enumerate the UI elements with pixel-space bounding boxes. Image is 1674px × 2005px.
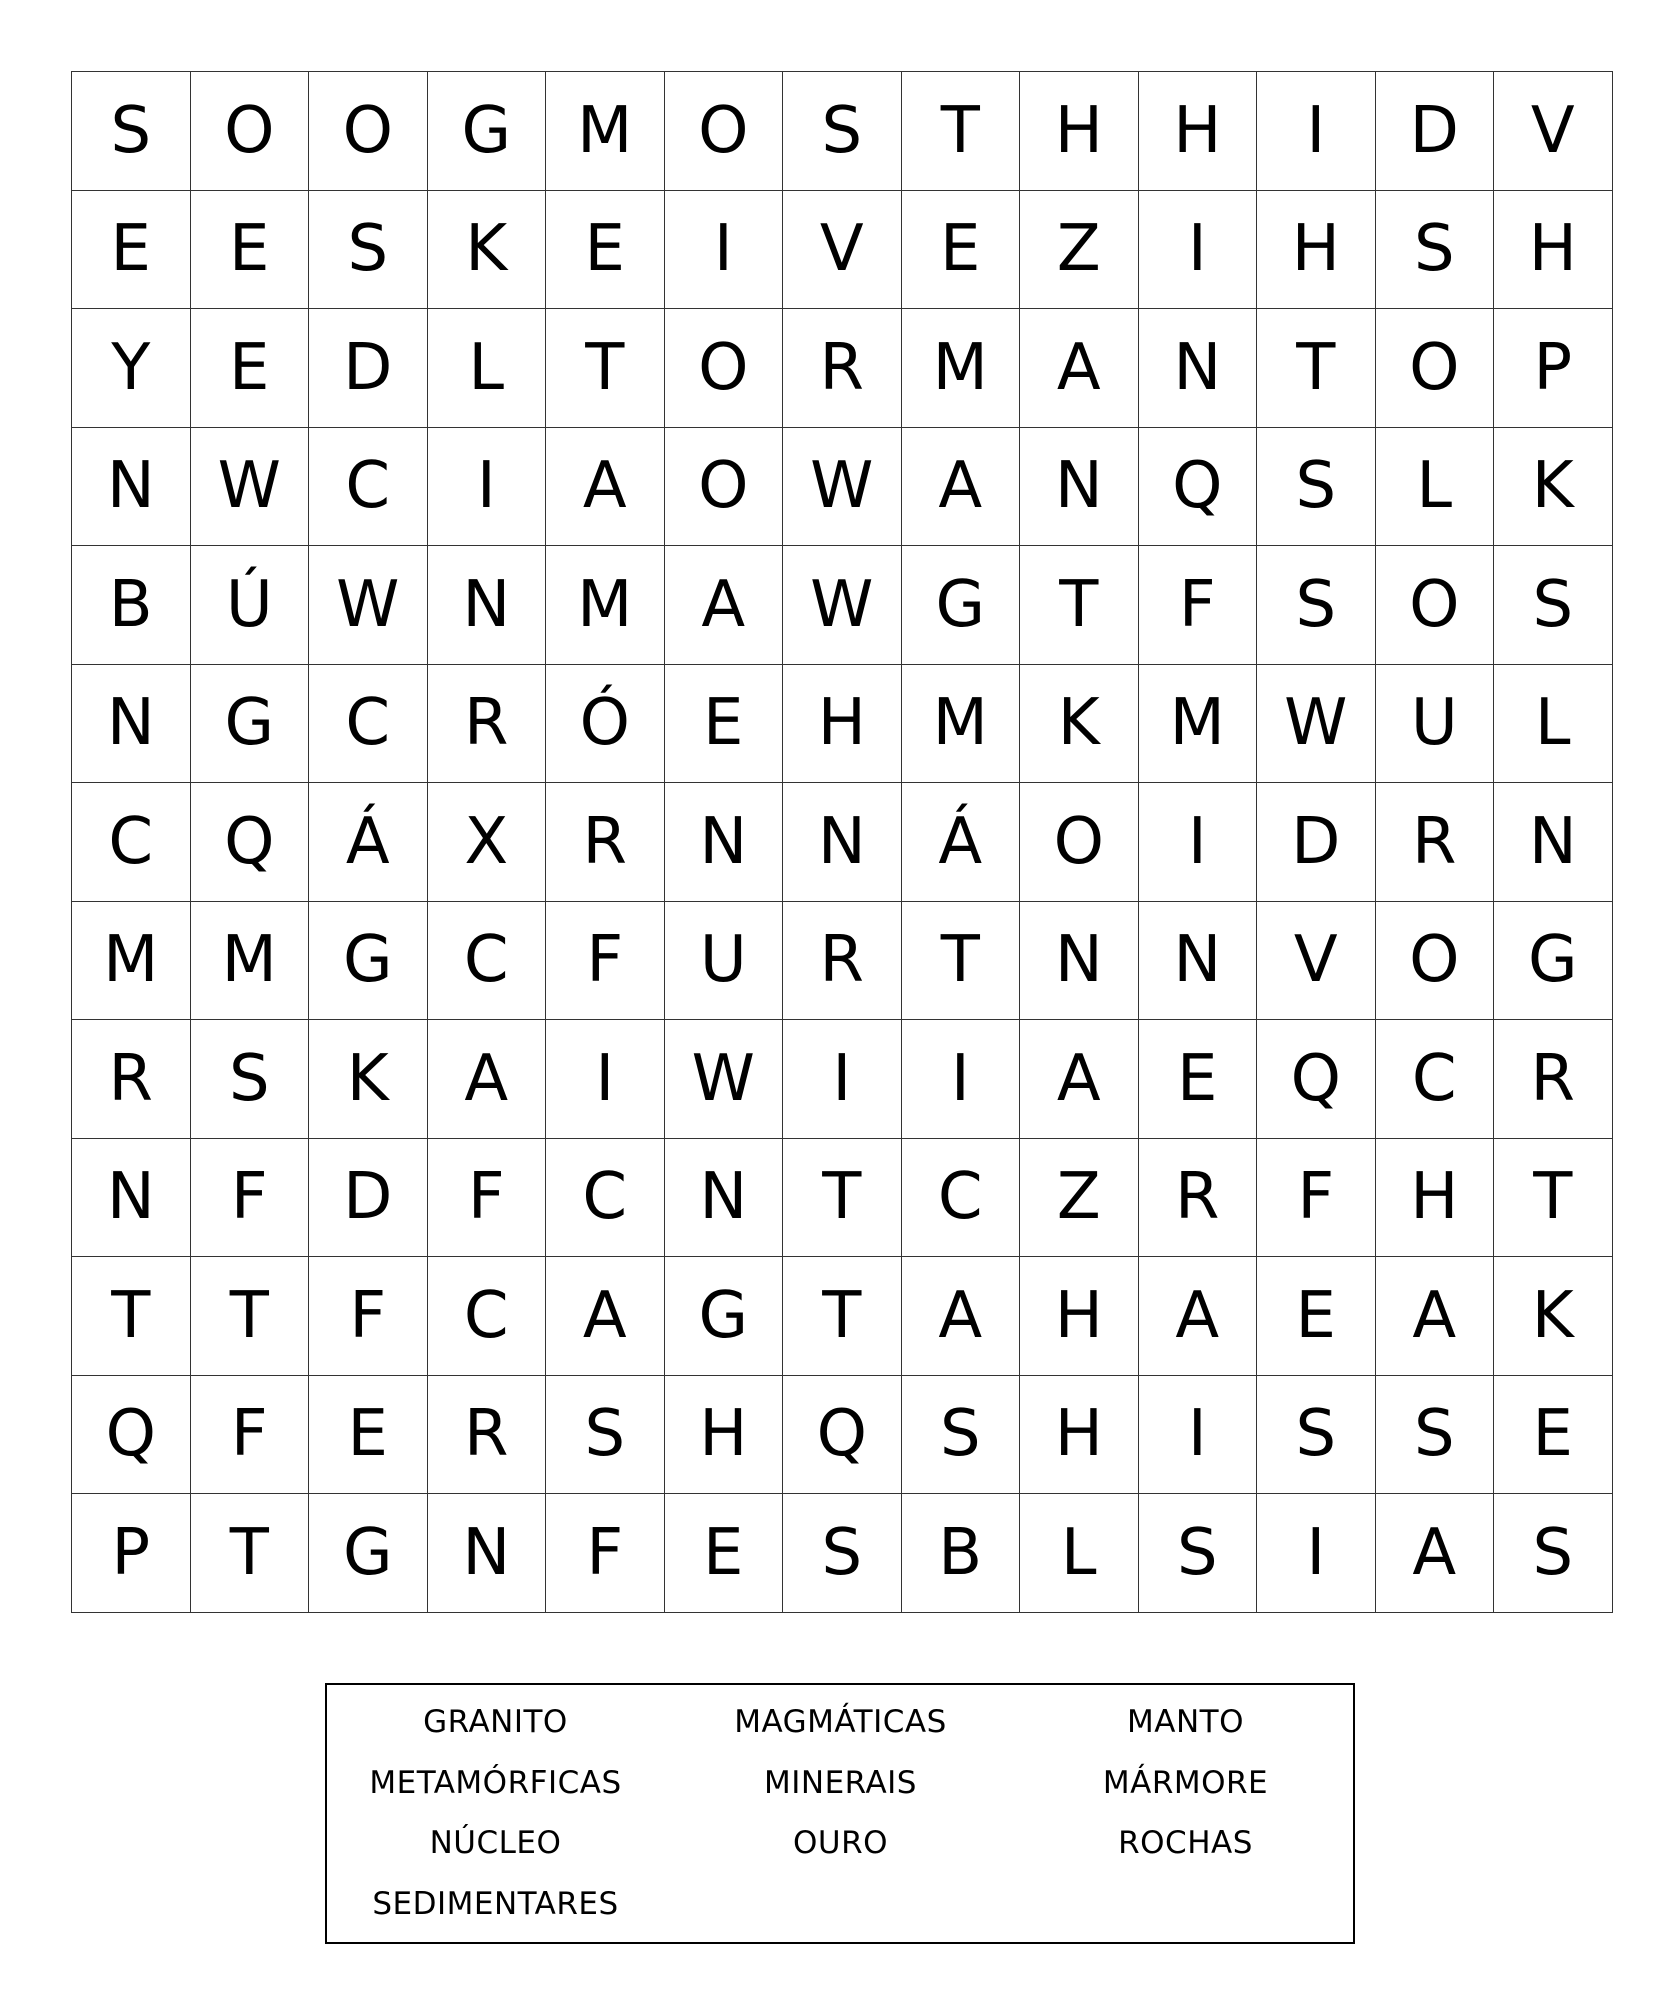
grid-cell[interactable]: T — [902, 902, 1021, 1021]
grid-cell[interactable]: O — [191, 72, 310, 191]
grid-cell[interactable]: E — [1139, 1020, 1258, 1139]
grid-cell[interactable]: B — [72, 546, 191, 665]
word-list — [323, 1699, 1349, 1941]
grid-cell[interactable]: C — [546, 1139, 665, 1258]
grid-cell[interactable]: I — [1139, 783, 1258, 902]
grid-cell[interactable]: H — [1376, 1139, 1495, 1258]
grid-cell[interactable]: I — [665, 191, 784, 310]
word-list-item: MINERAIS — [764, 1764, 917, 1801]
grid-cell[interactable]: W — [191, 428, 310, 547]
grid-cell[interactable]: S — [783, 1494, 902, 1613]
grid-cell[interactable]: A — [902, 1257, 1021, 1376]
grid-cell[interactable]: O — [665, 309, 784, 428]
grid-cell[interactable]: C — [1376, 1020, 1495, 1139]
grid-cell[interactable]: N — [1020, 902, 1139, 1021]
grid-cell[interactable]: I — [1257, 72, 1376, 191]
grid-cell[interactable]: E — [546, 191, 665, 310]
grid-cell[interactable]: H — [1020, 72, 1139, 191]
grid-cell[interactable]: P — [72, 1494, 191, 1613]
grid-cell[interactable]: T — [783, 1139, 902, 1258]
grid-cell[interactable]: O — [1020, 783, 1139, 902]
grid-cell[interactable]: E — [1494, 1376, 1613, 1495]
grid-cell[interactable]: I — [1257, 1494, 1376, 1613]
grid-cell[interactable]: N — [665, 783, 784, 902]
grid-cell[interactable]: G — [191, 665, 310, 784]
grid-cell[interactable]: G — [1494, 902, 1613, 1021]
grid-cell[interactable]: Ú — [191, 546, 310, 665]
grid-cell[interactable]: N — [72, 1139, 191, 1258]
grid-cell[interactable]: K — [428, 191, 547, 310]
grid-cell[interactable]: I — [1139, 191, 1258, 310]
grid-cell[interactable]: I — [902, 1020, 1021, 1139]
grid-cell[interactable]: C — [428, 902, 547, 1021]
grid-cell[interactable]: T — [1020, 546, 1139, 665]
grid-cell[interactable]: Y — [72, 309, 191, 428]
grid-cell[interactable]: I — [783, 1020, 902, 1139]
grid-cell[interactable]: H — [1494, 191, 1613, 310]
grid-cell[interactable]: S — [1257, 1376, 1376, 1495]
grid-cell[interactable]: A — [1139, 1257, 1258, 1376]
grid-cell[interactable]: S — [783, 72, 902, 191]
grid-cell[interactable]: H — [665, 1376, 784, 1495]
grid-cell[interactable]: U — [1376, 665, 1495, 784]
grid-cell[interactable]: M — [191, 902, 310, 1021]
grid-cell[interactable]: T — [191, 1257, 310, 1376]
grid-cell[interactable]: N — [72, 665, 191, 784]
word-list-box — [325, 1683, 1355, 1944]
word-list-item: OURO — [792, 1825, 889, 1861]
grid-cell[interactable]: W — [1257, 665, 1376, 784]
grid-cell[interactable]: M — [546, 546, 665, 665]
grid-cell[interactable]: E — [72, 191, 191, 310]
word-list-item: GRANITO — [423, 1704, 568, 1740]
grid-cell[interactable]: M — [72, 902, 191, 1021]
grid-cell[interactable]: V — [1257, 902, 1376, 1021]
grid-cell[interactable]: K — [309, 1020, 428, 1139]
grid-cell[interactable]: O — [665, 428, 784, 547]
grid-cell[interactable]: G — [309, 902, 428, 1021]
grid-cell[interactable]: H — [1020, 1257, 1139, 1376]
grid-cell[interactable]: R — [1139, 1139, 1258, 1258]
grid-cell[interactable]: D — [309, 309, 428, 428]
letter-grid — [71, 71, 1613, 1613]
grid-cell[interactable]: Q — [191, 783, 310, 902]
grid-cell[interactable]: U — [665, 902, 784, 1021]
grid-cell[interactable]: Z — [1020, 1139, 1139, 1258]
grid-cell[interactable]: K — [1020, 665, 1139, 784]
grid-cell[interactable]: R — [428, 665, 547, 784]
grid-cell[interactable]: D — [1257, 783, 1376, 902]
grid-cell[interactable]: Á — [309, 783, 428, 902]
grid-cell[interactable]: T — [783, 1257, 902, 1376]
grid-cell[interactable]: O — [309, 72, 428, 191]
grid-cell[interactable]: I — [428, 428, 547, 547]
grid-cell[interactable]: W — [783, 428, 902, 547]
grid-cell[interactable]: C — [428, 1257, 547, 1376]
grid-cell[interactable]: S — [1376, 1376, 1495, 1495]
grid-cell[interactable]: Q — [72, 1376, 191, 1495]
grid-cell[interactable]: Q — [1257, 1020, 1376, 1139]
grid-cell[interactable]: W — [783, 546, 902, 665]
grid-cell[interactable]: Q — [1139, 428, 1258, 547]
grid-cell[interactable]: R — [72, 1020, 191, 1139]
word-list-item: MÁRMORE — [1102, 1764, 1269, 1801]
grid-cell[interactable]: T — [72, 1257, 191, 1376]
grid-cell[interactable]: G — [309, 1494, 428, 1613]
grid-cell[interactable]: T — [191, 1494, 310, 1613]
grid-cell[interactable]: A — [428, 1020, 547, 1139]
grid-cell[interactable]: K — [1494, 1257, 1613, 1376]
grid-cell[interactable]: M — [1139, 665, 1258, 784]
grid-cell[interactable]: V — [1494, 72, 1613, 191]
grid-cell[interactable]: C — [309, 428, 428, 547]
grid-cell[interactable]: B — [902, 1494, 1021, 1613]
grid-cell[interactable]: A — [1020, 309, 1139, 428]
grid-cell[interactable]: R — [1376, 783, 1495, 902]
grid-cell[interactable]: M — [902, 309, 1021, 428]
grid-cell[interactable]: A — [546, 1257, 665, 1376]
grid-cell[interactable]: H — [1020, 1376, 1139, 1495]
grid-cell[interactable]: C — [72, 783, 191, 902]
grid-cell[interactable]: M — [546, 72, 665, 191]
grid-cell[interactable]: A — [546, 428, 665, 547]
grid-cell[interactable]: S — [1376, 191, 1495, 310]
grid-cell[interactable]: R — [1494, 1020, 1613, 1139]
grid-cell[interactable]: S — [1494, 1494, 1613, 1613]
word-list-item: MAGMÁTICAS — [734, 1704, 947, 1740]
grid-cell[interactable]: O — [1376, 546, 1495, 665]
grid-cell[interactable]: Q — [783, 1376, 902, 1495]
grid-cell[interactable]: N — [72, 428, 191, 547]
grid-cell[interactable]: R — [546, 783, 665, 902]
grid-cell[interactable]: F — [191, 1376, 310, 1495]
grid-cell[interactable]: L — [1494, 665, 1613, 784]
grid-cell[interactable]: N — [428, 1494, 547, 1613]
grid-cell[interactable]: N — [1020, 428, 1139, 547]
grid-cell[interactable]: O — [1376, 902, 1495, 1021]
grid-cell[interactable]: R — [428, 1376, 547, 1495]
grid-cell[interactable]: M — [902, 665, 1021, 784]
grid-cell[interactable]: S — [1257, 428, 1376, 547]
grid-cell[interactable]: T — [902, 72, 1021, 191]
grid-cell[interactable]: H — [783, 665, 902, 784]
grid-cell[interactable]: S — [1494, 546, 1613, 665]
grid-cell[interactable]: F — [428, 1139, 547, 1258]
grid-cell[interactable]: A — [665, 546, 784, 665]
grid-cell[interactable]: N — [665, 1139, 784, 1258]
grid-cell[interactable]: S — [902, 1376, 1021, 1495]
grid-cell[interactable]: N — [428, 546, 547, 665]
grid-cell[interactable]: F — [546, 902, 665, 1021]
grid-cell[interactable]: E — [665, 665, 784, 784]
grid-cell[interactable]: D — [309, 1139, 428, 1258]
grid-cell[interactable]: F — [309, 1257, 428, 1376]
grid-cell[interactable]: I — [546, 1020, 665, 1139]
grid-cell[interactable]: E — [309, 1376, 428, 1495]
grid-cell[interactable]: D — [1376, 72, 1495, 191]
grid-cell[interactable]: T — [1257, 309, 1376, 428]
grid-cell[interactable]: P — [1494, 309, 1613, 428]
grid-cell[interactable]: Ó — [546, 665, 665, 784]
grid-cell[interactable]: L — [1376, 428, 1495, 547]
grid-cell[interactable]: E — [191, 309, 310, 428]
grid-cell[interactable]: W — [309, 546, 428, 665]
grid-cell[interactable]: R — [783, 309, 902, 428]
grid-cell[interactable]: S — [1257, 546, 1376, 665]
grid-cell[interactable]: S — [1139, 1494, 1258, 1613]
grid-cell[interactable]: K — [1494, 428, 1613, 547]
grid-cell[interactable]: E — [191, 191, 310, 310]
grid-cell[interactable]: A — [1376, 1494, 1495, 1613]
grid-cell[interactable]: Z — [1020, 191, 1139, 310]
grid-cell[interactable]: C — [902, 1139, 1021, 1258]
grid-cell[interactable]: F — [1139, 546, 1258, 665]
grid-cell[interactable]: E — [665, 1494, 784, 1613]
word-list-item: MANTO — [1127, 1704, 1244, 1740]
grid-cell[interactable]: X — [428, 783, 547, 902]
grid-cell[interactable]: O — [665, 72, 784, 191]
grid-cell[interactable]: S — [72, 72, 191, 191]
grid-cell[interactable]: H — [1139, 72, 1258, 191]
grid-cell[interactable]: R — [783, 902, 902, 1021]
grid-cell[interactable]: G — [665, 1257, 784, 1376]
grid-cell[interactable]: E — [1257, 1257, 1376, 1376]
grid-cell[interactable]: G — [428, 72, 547, 191]
grid-cell[interactable]: T — [546, 309, 665, 428]
grid-cell[interactable]: F — [1257, 1139, 1376, 1258]
grid-cell[interactable]: N — [1139, 902, 1258, 1021]
grid-cell[interactable]: S — [191, 1020, 310, 1139]
word-list-item: SEDIMENTARES — [372, 1885, 619, 1922]
grid-cell[interactable]: T — [1494, 1139, 1613, 1258]
grid-cell[interactable]: O — [1376, 309, 1495, 428]
grid-cell[interactable]: A — [1376, 1257, 1495, 1376]
grid-cell[interactable]: F — [191, 1139, 310, 1258]
grid-cell[interactable]: L — [1020, 1494, 1139, 1613]
grid-cell[interactable]: W — [665, 1020, 784, 1139]
grid-cell[interactable]: F — [546, 1494, 665, 1613]
grid-cell[interactable]: G — [902, 546, 1021, 665]
grid-cell[interactable]: C — [309, 665, 428, 784]
grid-cell[interactable]: E — [902, 191, 1021, 310]
grid-cell[interactable]: I — [1139, 1376, 1258, 1495]
grid-cell[interactable]: H — [1257, 191, 1376, 310]
grid-cell[interactable]: N — [1494, 783, 1613, 902]
grid-cell[interactable]: Á — [902, 783, 1021, 902]
grid-cell[interactable]: A — [902, 428, 1021, 547]
grid-cell[interactable]: N — [783, 783, 902, 902]
word-list-item: METAMÓRFICAS — [369, 1764, 622, 1801]
grid-cell[interactable]: L — [428, 309, 547, 428]
grid-cell[interactable]: V — [783, 191, 902, 310]
grid-cell[interactable]: S — [309, 191, 428, 310]
word-list-item: ROCHAS — [1118, 1825, 1253, 1861]
word-list-item: NÚCLEO — [429, 1825, 562, 1861]
grid-cell[interactable]: S — [546, 1376, 665, 1495]
grid-cell[interactable]: N — [1139, 309, 1258, 428]
grid-cell[interactable]: A — [1020, 1020, 1139, 1139]
